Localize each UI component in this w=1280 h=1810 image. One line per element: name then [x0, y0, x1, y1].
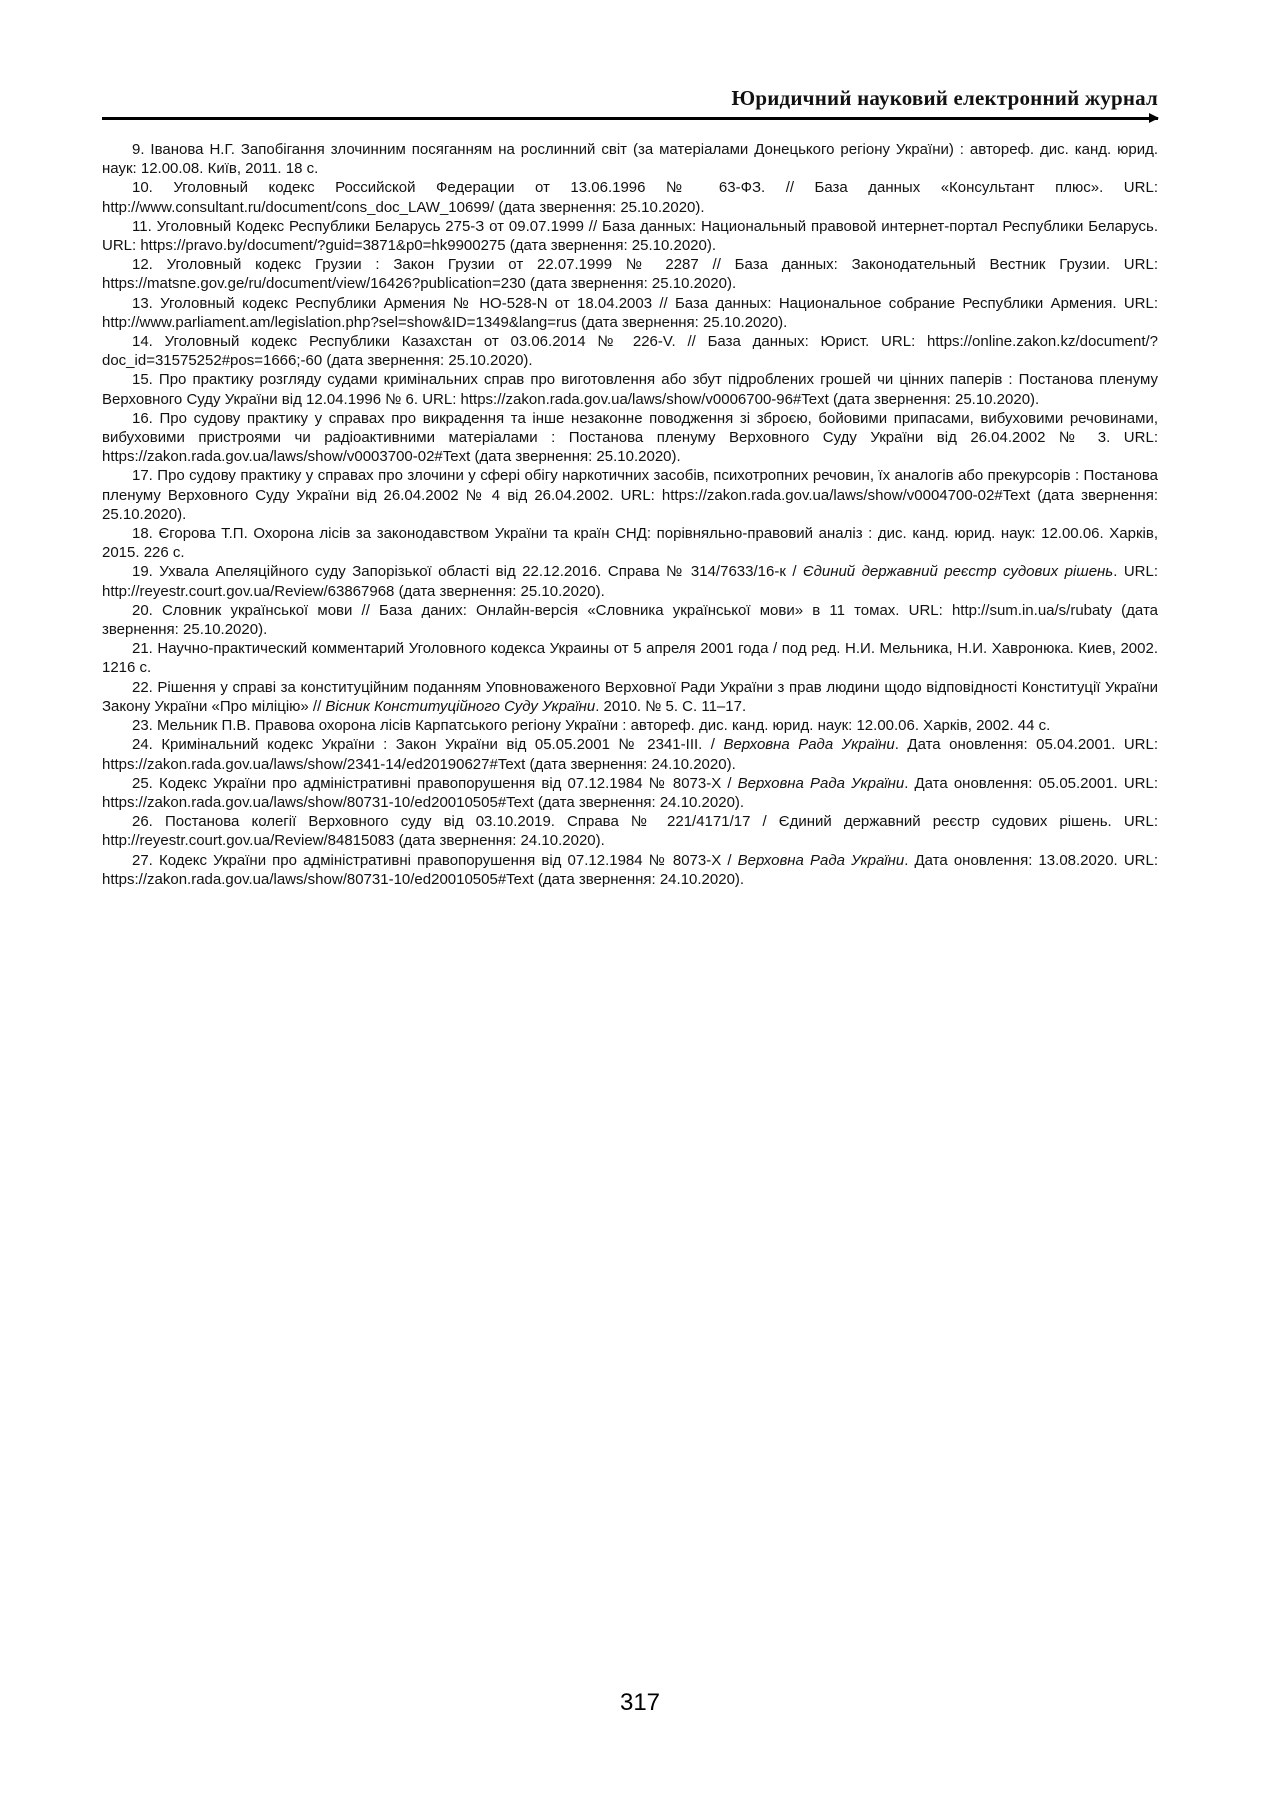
reference-text: 13. Уголовный кодекс Республики Армения № НО-528-N от 18.04.2003 // База данных: Национальное собрание Республики Армения. URL: http://www.parliament.am/legislation.php?sel=show&ID=1349&lang=rus (дата звернення: 25.10.2020).	[102, 294, 1158, 331]
reference-text: 25. Кодекс України про адміністративні правопорушення від 07.12.1984 № 8073-X /	[132, 774, 738, 792]
arrow-right-icon	[1149, 113, 1159, 123]
reference-text: 24. Кримінальний кодекс України : Закон України від 05.05.2001 № 2341-III. /	[132, 736, 724, 754]
reference-text: 21. Научно-практический комментарий Уголовного кодекса Украины от 5 апреля 2001 года / под ред. Н.И. Мельника, Н.И. Хавронюка. Киев, 2002. 1216 с.	[102, 640, 1158, 677]
reference-item	[102, 735, 1158, 773]
reference-text: . URL: http://reyestr.court.gov.ua/Review/63867968 (дата звернення: 25.10.2020).	[102, 563, 1158, 600]
reference-text: 9. Іванова Н.Г. Запобігання злочинним посяганням на рослинний світ (за матеріалами Донецького регіону України) : автореф. дис. канд. юрид. наук: 12.00.08. Київ, 2011. 18 с.	[102, 141, 1158, 178]
reference-text: 23. Мельник П.В. Правова охорона лісів Карпатського регіону України : автореф. дис. канд. юрид. наук: 12.00.06. Харків, 2002. 44 с.	[132, 717, 1051, 735]
references-list	[102, 140, 1158, 889]
page-number: 317	[619, 1689, 661, 1716]
reference-text: 26. Постанова колегії Верховного суду від 03.10.2019. Справа № 221/4171/17 / Єдиний державний реєстр судових рішень. URL: http://reyestr.court.gov.ua/Review/84815083 (дата звернення: 24.10.2020).	[102, 813, 1158, 850]
reference-text: 27. Кодекс України про адміністративні правопорушення від 07.12.1984 № 8073-X /	[132, 851, 738, 869]
reference-text: . Дата оновлення: 05.04.2001. URL: https://zakon.rada.gov.ua/laws/show/2341-14/ed20190627#Text (дата звернення: 24.10.2020).	[102, 736, 1159, 773]
reference-item	[102, 140, 1158, 178]
reference-text: 20. Словник української мови // База даних: Онлайн-версія «Словника української мови» в 11 томах. URL: http://sum.in.ua/s/rubaty (дата звернення: 25.10.2020).	[102, 601, 1158, 639]
journal-header-title: Юридичний науковий електронний журнал	[731, 86, 1158, 110]
reference-text: 18. Єгорова Т.П. Охорона лісів за законодавством України та країн СНД: порівняльно-правовий аналіз : дис. канд. юрид. наук: 12.00.06. Харків, 2015. 226 с.	[102, 525, 1158, 562]
reference-item	[102, 332, 1158, 370]
reference-item	[102, 716, 1158, 735]
reference-text: 22. Рішення у справі за конституційним поданням Уповноваженого Верховної Ради України з прав людини щодо відповідності Конституції України Закону України «Про міліцію» //	[102, 678, 1158, 715]
reference-text: 19. Ухвала Апеляційного суду Запорізької області від 22.12.2016. Справа № 314/7633/16-к /	[132, 563, 803, 581]
reference-item	[102, 851, 1158, 889]
reference-source-italic: Верховна Рада України	[737, 774, 905, 792]
reference-item	[102, 255, 1158, 293]
reference-item	[102, 409, 1158, 467]
reference-text: 11. Уголовный Кодекс Республики Беларусь 275-З от 09.07.1999 // База данных: Национальный правовой интернет-портал Республики Беларусь. URL: https://pravo.by/document/?guid=3871&p0=hk9900275 (дата звернення: 25.10.2020).	[102, 217, 1158, 255]
reference-item	[102, 678, 1158, 716]
reference-text: 14. Уголовный кодекс Республики Казахстан от 03.06.2014 № 226-V. // База данных: Юрист. URL: https://online.zakon.kz/document/?doc_id=31575252#pos=1666;-60 (дата звернення: 25.10.2020).	[102, 333, 1158, 370]
reference-text: 15. Про практику розгляду судами кримінальних справ про виготовлення або збут підроблених грошей чи цінних паперів : Постанова пленуму Верховного Суду України від 12.04.1996 № 6. URL: https://zakon.rada.gov.ua/laws/show/v0006700-96#Text (дата звернення: 25.10.2020).	[102, 371, 1158, 408]
reference-item	[102, 774, 1158, 812]
reference-text: . 2010. № 5. С. 11–17.	[595, 697, 747, 715]
reference-text: . Дата оновлення: 13.08.2020. URL: https://zakon.rada.gov.ua/laws/show/80731-10/ed20010505#Text (дата звернення: 24.10.2020).	[102, 851, 1158, 888]
reference-text: 17. Про судову практику у справах про злочини у сфері обігу наркотичних засобів, психотропних речовин, їх аналогів або прекурсорів : Постанова пленуму Верховного Суду України від 26.04.2002 № 4 від 26.04.2002. URL: https://zakon.rada.gov.ua/laws/show/v0004700-02#Text (дата звернення: 25.10.2020).	[102, 467, 1158, 523]
reference-source-italic: Верховна Рада України	[737, 851, 905, 869]
reference-item	[102, 217, 1158, 255]
page-content	[102, 0, 1158, 889]
reference-text: 16. Про судову практику у справах про викрадення та інше незаконне поводження зі зброєю, бойовими припасами, вибуховими речовинами, вибуховими пристроями чи радіоактивними матеріалами : Постанова пленуму Верховного Суду України від 26.04.2002 № 3. URL: https://zakon.rada.gov.ua/laws/show/v0003700-02#Text (дата звернення: 25.10.2020).	[102, 409, 1158, 466]
reference-text: . Дата оновлення: 05.05.2001. URL: https://zakon.rada.gov.ua/laws/show/80731-10/ed20010505#Text (дата звернення: 24.10.2020).	[102, 774, 1158, 811]
reference-item	[102, 524, 1158, 562]
reference-item	[102, 294, 1158, 332]
reference-item	[102, 601, 1158, 639]
reference-text: 12. Уголовный кодекс Грузии : Закон Грузии от 22.07.1999 № 2287 // База данных: Законодательный Вестник Грузии. URL: https://matsne.gov.ge/ru/document/view/16426?publication=230 (дата звернення: 25.10.2020).	[102, 256, 1158, 293]
reference-item	[102, 562, 1158, 600]
reference-source-italic: Єдиний державний реєстр судових рішень	[802, 563, 1114, 581]
header-rule	[102, 117, 1158, 120]
reference-item	[102, 370, 1158, 408]
reference-text: 10. Уголовный кодекс Российской Федерации от 13.06.1996 № 63-ФЗ. // База данных «Консультант плюс». URL: http://www.consultant.ru/document/cons_doc_LAW_10699/ (дата звернення: 25.10.2020).	[102, 179, 1158, 216]
reference-item	[102, 466, 1158, 524]
reference-source-italic: Вісник Конституційного Суду України	[325, 697, 596, 715]
reference-source-italic: Верховна Рада України	[723, 736, 895, 754]
reference-item	[102, 639, 1158, 677]
reference-item	[102, 178, 1158, 216]
reference-item	[102, 812, 1158, 850]
